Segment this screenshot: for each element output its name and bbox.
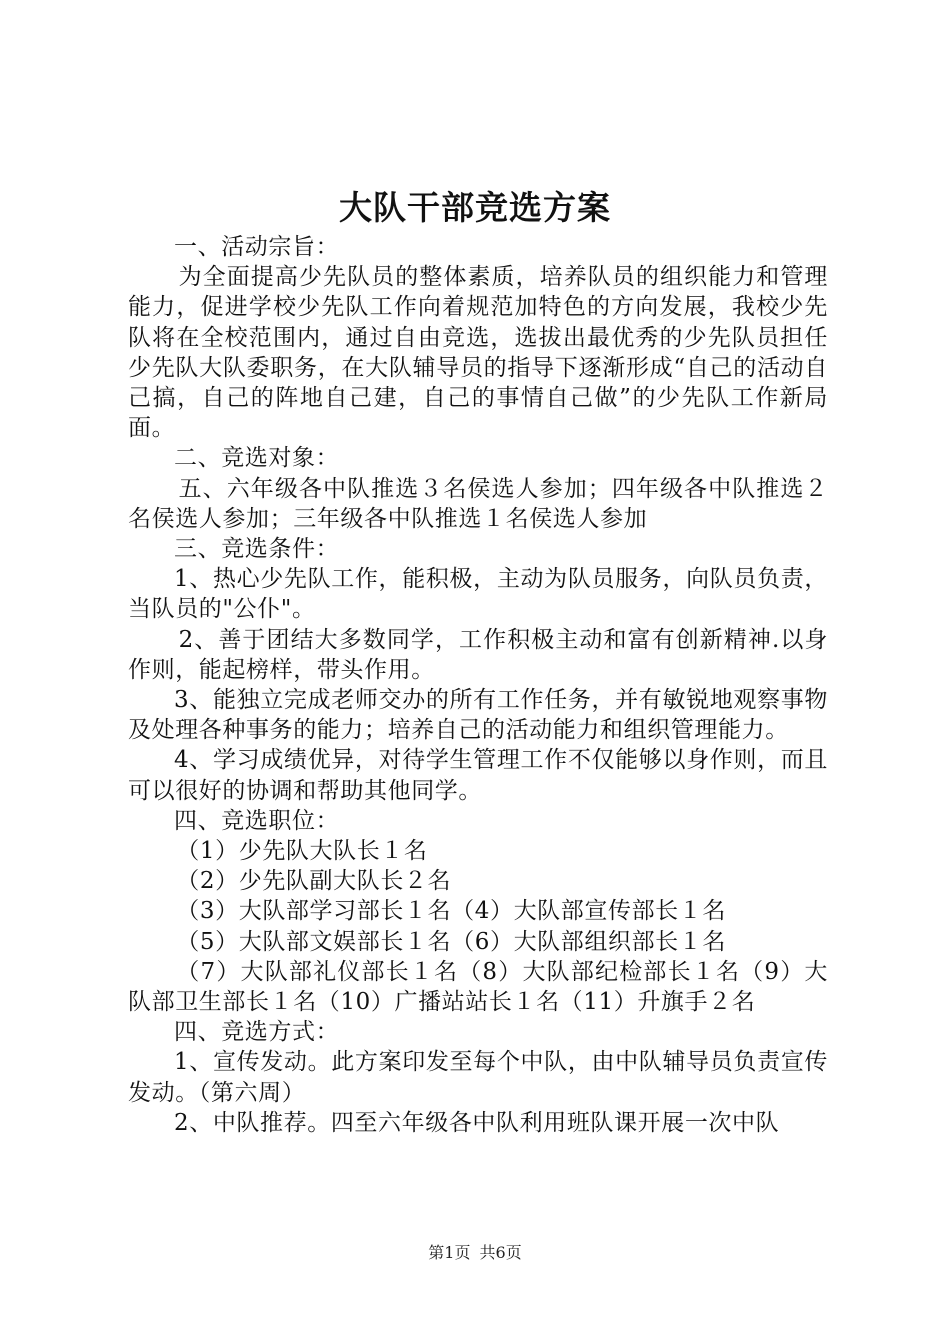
section-heading-positions: 四、竞选职位： bbox=[174, 807, 340, 834]
condition-item-4: 4、学习成绩优异，对待学生管理工作不仅能够以身作则，而且可以很好的协调和帮助其他同学。 bbox=[128, 747, 828, 804]
document-title: 大队干部竞选方案 bbox=[339, 188, 611, 227]
paragraph-candidates: 五、六年级各中队推选３名侯选人参加；四年级各中队推选２名侯选人参加；三年级各中队推选１名侯选人参加 bbox=[128, 475, 828, 532]
position-item: （7）大队部礼仪部长１名（8）大队部纪检部长１名（9）大队部卫生部长１名（10）广播站站长１名（11）升旗手２名 bbox=[128, 958, 828, 1016]
position-item: （5）大队部文娱部长１名（6）大队部组织部长１名 bbox=[176, 928, 726, 955]
page-total: 共6页 bbox=[479, 1243, 522, 1262]
condition-item-1: 1、热心少先队工作，能积极，主动为队员服务，向队员负责，当队员的"公仆"。 bbox=[128, 566, 828, 623]
condition-item-2: 2、善于团结大多数同学，工作积极主动和富有创新精神.以身作则，能起榜样，带头作用。 bbox=[128, 626, 828, 683]
section-heading-purpose: 一、活动宗旨： bbox=[174, 234, 340, 260]
document-body bbox=[128, 232, 828, 1138]
page-footer bbox=[0, 1242, 950, 1264]
paragraph-purpose: 为全面提高少先队员的整体素质，培养队员的组织能力和管理能力，促进学校少先队工作向着规范加特色的方向发展，我校少先队将在全校范围内，通过自由竞选，选拔出最优秀的少先队员担任少先队大队委职务，在大队辅导员的指导下逐渐形成“自己的活动自己搞，自己的阵地自己建，自己的事情自己做”的少先队工作新局面。 bbox=[128, 264, 828, 442]
condition-item-3: 3、能独立完成老师交办的所有工作任务，并有敏锐地观察事物及处理各种事务的能力；培养自己的活动能力和组织管理能力。 bbox=[128, 687, 828, 744]
section-heading-candidates: 二、竞选对象： bbox=[174, 445, 340, 472]
method-item-1: 1、宣传发动。此方案印发至每个中队，由中队辅导员负责宣传发动。（第六周） bbox=[128, 1049, 828, 1106]
page-number: 第1页 bbox=[428, 1243, 471, 1262]
position-item: （1）少先队大队长１名 bbox=[176, 838, 428, 865]
method-item-2: 2、中队推荐。四至六年级各中队利用班队课开展一次中队 bbox=[174, 1109, 780, 1136]
section-heading-method: 四、竞选方式： bbox=[174, 1019, 340, 1046]
position-item: （2）少先队副大队长２名 bbox=[176, 868, 452, 895]
position-item: （3）大队部学习部长１名（4）大队部宣传部长１名 bbox=[176, 898, 726, 925]
section-heading-conditions: 三、竞选条件： bbox=[174, 536, 340, 563]
